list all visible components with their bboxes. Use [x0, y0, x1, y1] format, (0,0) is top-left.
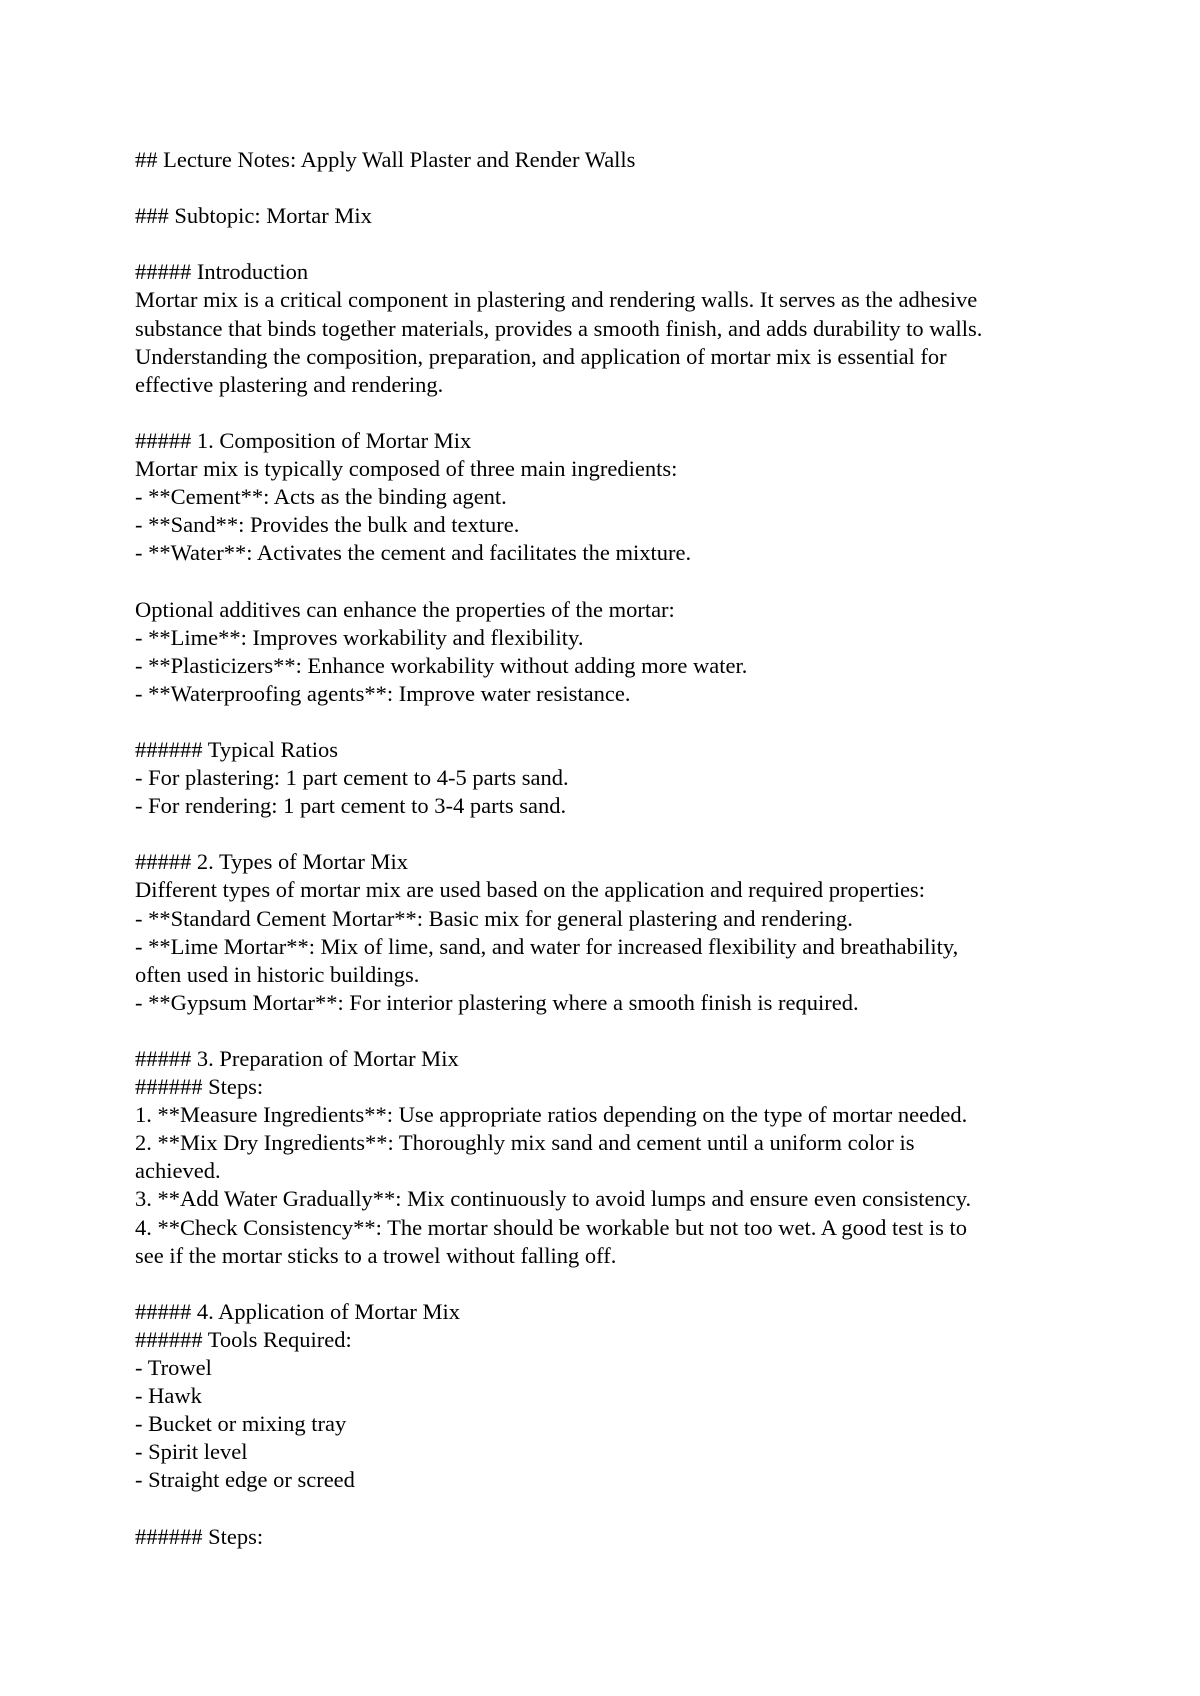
subsection-heading: ###### Steps:	[135, 1074, 264, 1100]
subtopic-heading: ### Subtopic: Mortar Mix	[135, 203, 372, 229]
body-line: see if the mortar sticks to a trowel without falling off.	[135, 1242, 617, 1268]
numbered-step: 4. **Check Consistency**: The mortar should be workable but not too wet. A good test is to	[135, 1214, 967, 1240]
blank-line	[135, 567, 1135, 595]
section-heading: ##### 3. Preparation of Mortar Mix	[135, 1046, 459, 1071]
bullet-item: - Bucket or mixing tray	[135, 1411, 347, 1437]
blank-line	[135, 1495, 1135, 1523]
blank-line	[135, 1017, 1135, 1045]
blank-line	[135, 399, 1135, 427]
body-line: Different types of mortar mix are used based on the application and required properties:	[135, 877, 925, 903]
bullet-item: - **Gypsum Mortar**: For interior plastering where a smooth finish is required.	[135, 989, 859, 1015]
body-line: Understanding the composition, preparation, and application of mortar mix is essential for	[135, 343, 947, 369]
bullet-item: - Hawk	[135, 1383, 202, 1409]
subsection-heading: ###### Typical Ratios	[135, 736, 338, 762]
body-line: Mortar mix is typically composed of three main ingredients:	[135, 456, 678, 482]
bullet-item: - **Waterproofing agents**: Improve water resistance.	[135, 680, 631, 706]
blank-line	[135, 1270, 1135, 1298]
body-line: substance that binds together materials, provides a smooth finish, and adds durability to walls.	[135, 315, 983, 341]
blank-line	[135, 230, 1135, 258]
bullet-item: - **Lime**: Improves workability and flexibility.	[135, 624, 584, 650]
blank-line	[135, 708, 1135, 736]
bullet-item: - **Sand**: Provides the bulk and texture.	[135, 512, 520, 538]
section-heading: ##### 4. Application of Mortar Mix	[135, 1298, 460, 1324]
section-heading: ##### 1. Composition of Mortar Mix	[135, 427, 472, 453]
body-line: often used in historic buildings.	[135, 961, 420, 987]
bullet-item: - For plastering: 1 part cement to 4-5 parts sand.	[135, 765, 569, 791]
section-heading: ##### Introduction	[135, 259, 309, 285]
body-line: Optional additives can enhance the properties of the mortar:	[135, 596, 675, 622]
bullet-item: - **Water**: Activates the cement and facilitates the mixture.	[135, 540, 692, 566]
bullet-item: - For rendering: 1 part cement to 3-4 parts sand.	[135, 793, 567, 819]
bullet-item: - **Plasticizers**: Enhance workability without adding more water.	[135, 652, 748, 678]
blank-line	[135, 820, 1135, 848]
bullet-item: - Spirit level	[135, 1439, 248, 1465]
body-line: Mortar mix is a critical component in plastering and rendering walls. It serves as the adhesive	[135, 287, 978, 313]
numbered-step: 2. **Mix Dry Ingredients**: Thoroughly mix sand and cement until a uniform color is	[135, 1130, 915, 1156]
subsection-heading: ###### Steps:	[135, 1523, 264, 1549]
bullet-item: - Trowel	[135, 1355, 212, 1381]
bullet-item: - Straight edge or screed	[135, 1467, 355, 1493]
blank-line	[135, 174, 1135, 202]
document-title: ## Lecture Notes: Apply Wall Plaster and Render Walls	[135, 147, 636, 172]
bullet-item: - **Cement**: Acts as the binding agent.	[135, 484, 507, 510]
numbered-step: 1. **Measure Ingredients**: Use appropriate ratios depending on the type of mortar needed.	[135, 1102, 968, 1128]
body-line: effective plastering and rendering.	[135, 371, 444, 397]
section-heading: ##### 2. Types of Mortar Mix	[135, 849, 408, 875]
numbered-step: 3. **Add Water Gradually**: Mix continuously to avoid lumps and ensure even consistency.	[135, 1186, 972, 1212]
bullet-item: - **Standard Cement Mortar**: Basic mix for general plastering and rendering.	[135, 905, 853, 931]
document-body	[135, 146, 1135, 1551]
body-line: achieved.	[135, 1158, 221, 1184]
bullet-item: - **Lime Mortar**: Mix of lime, sand, and water for increased flexibility and breathability,	[135, 933, 959, 959]
subsection-heading: ###### Tools Required:	[135, 1326, 352, 1352]
